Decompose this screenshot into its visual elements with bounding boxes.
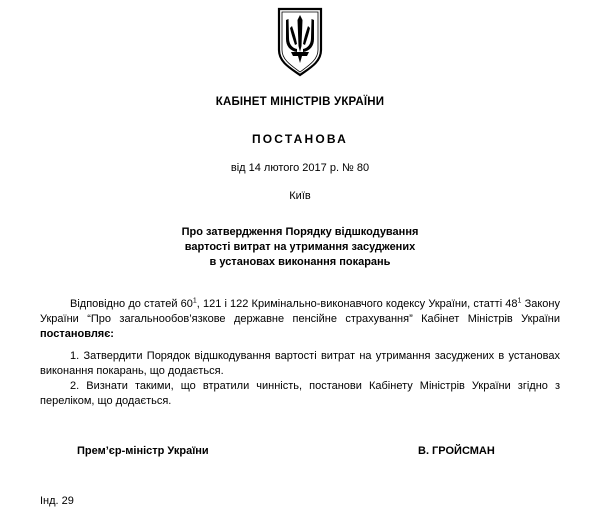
- clause-1: 1. Затвердити Порядок відшкодування вартості витрат на утримання засуджених в установах виконання покарань, що додається.: [40, 350, 560, 377]
- preamble-paragraph: Відповідно до статей $60^1$, 121 і 122 Кримінально-виконавчого кодексу України, статті $48^1$ Закону України “Про загальнообов’язкове державне пенсійне страхування” Кабінет Міністрів України постановляє:: [40, 297, 560, 340]
- title-line: Про затвердження Порядку відшкодування: [181, 226, 419, 238]
- document-index: Інд. 29: [40, 495, 74, 507]
- city: Київ: [289, 190, 311, 202]
- title-line: вартості витрат на утримання засуджених: [184, 241, 416, 253]
- signatory-name: В. ГРОЙСМАН: [418, 445, 495, 457]
- resolves-keyword: постановляє:: [40, 328, 114, 340]
- document-type: ПОСТАНОВА: [251, 132, 349, 146]
- document-title: [0, 225, 600, 270]
- clause-2: 2. Визнати такими, що втратили чинність, постанови Кабінету Міністрів України згідно з переліком, що додається.: [40, 380, 560, 407]
- coat-of-arms-icon: [276, 6, 324, 78]
- date-and-number: від 14 лютого 2017 р. № 80: [230, 162, 370, 174]
- signatory-position: Прем’єр-міністр України: [77, 445, 209, 457]
- issuing-authority: КАБІНЕТ МІНІСТРІВ УКРАЇНИ: [215, 96, 385, 108]
- title-line: в установах виконання покарань: [209, 256, 391, 268]
